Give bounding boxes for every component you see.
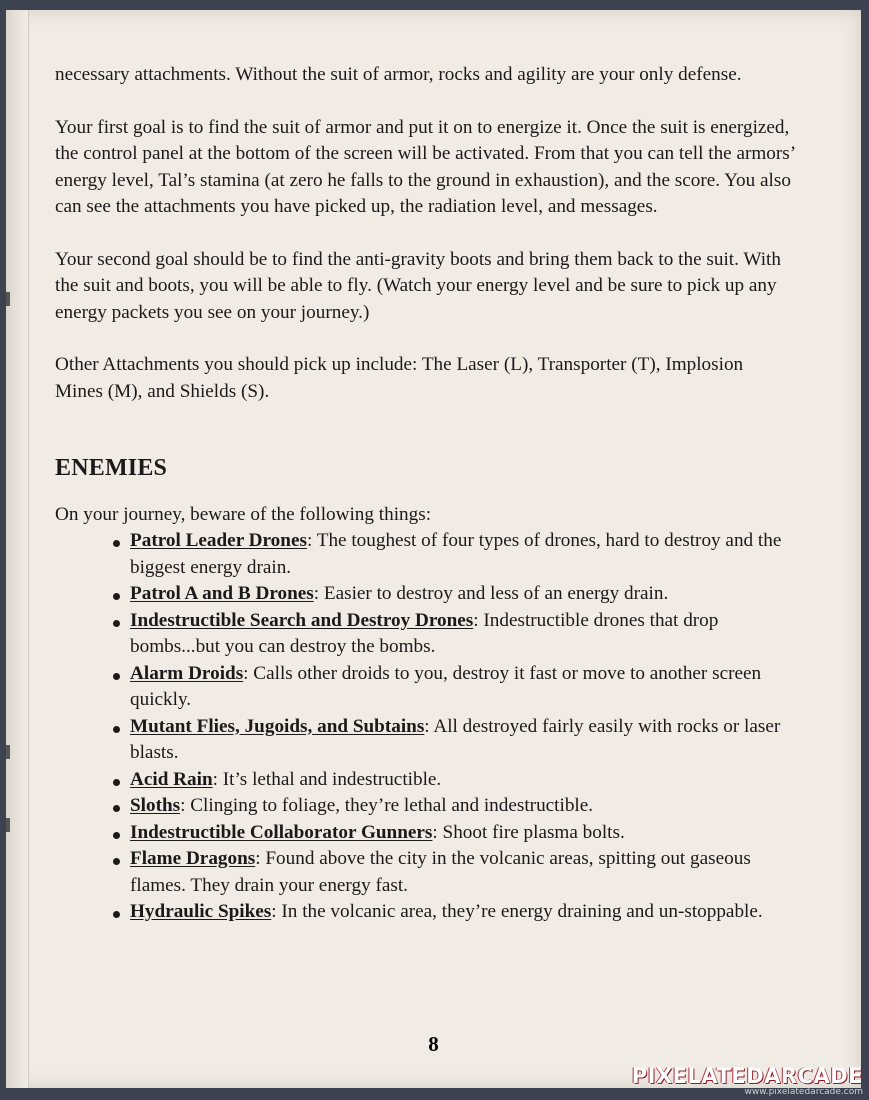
watermark-url: www.pixelatedarcade.com (744, 1087, 863, 1097)
bullet-icon (113, 858, 120, 865)
watermark (632, 1065, 863, 1098)
staple-mark (6, 745, 10, 759)
enemy-description: : Clinging to foliage, they’re lethal and indestructible. (180, 795, 594, 816)
enemy-name: Patrol Leader Drones (130, 530, 307, 551)
enemy-description: : Found above the city in the volcanic areas, spitting out gaseous flames. They drain your energy fast. (130, 848, 751, 896)
enemies-heading: ENEMIES (55, 455, 168, 481)
bullet-icon (113, 593, 120, 600)
enemy-name: Acid Rain (130, 768, 213, 790)
watermark-logo: PIXELATEDARCADE (631, 1064, 863, 1088)
enemy-description: : Shoot fire plasma bolts. (432, 821, 625, 843)
staple-mark (6, 292, 10, 306)
list-item (113, 581, 795, 608)
bullet-icon (113, 779, 120, 786)
list-item (113, 793, 795, 820)
enemy-description: : Easier to destroy and less of an energy drain. (313, 583, 669, 604)
intro-paragraph-1: necessary attachments. Without the suit of armor, rocks and agility are your only defense. (55, 64, 742, 85)
enemies-list (55, 528, 795, 926)
enemy-name: Indestructible Search and Destroy Drones (130, 609, 474, 631)
enemy-name: Hydraulic Spikes (130, 901, 272, 922)
intro-paragraph-4: Other Attachments you should pick up include: The Laser (L), Transporter (T), Implosion Mines (M), and Shields (S). (55, 354, 744, 402)
bullet-icon (113, 911, 120, 918)
bullet-icon (113, 726, 120, 733)
staple-mark (6, 818, 10, 832)
manual-page (6, 10, 861, 1088)
intro-paragraph-2: Your first goal is to find the suit of armor and put it on to energize it. Once the suit is energized, the control panel at the bottom of the screen will be activated. From that you can tell the armors’ energy level, Tal’s stamina (at zero he falls to the ground in exhaustion), and the score. You also can see the attachments you have picked up, the radiation level, and messages. (55, 116, 795, 217)
enemy-description: : Calls other droids to you, destroy it fast or move to another screen quickly. (130, 662, 762, 710)
bullet-icon (113, 673, 120, 680)
list-item (113, 661, 795, 714)
enemy-name: Mutant Flies, Jugoids, and Subtains (130, 715, 425, 737)
list-item (113, 899, 795, 926)
enemy-name: Indestructible Collaborator Gunners (130, 821, 433, 843)
bullet-icon (113, 540, 120, 547)
enemy-name: Sloths (130, 795, 181, 816)
enemies-intro: On your journey, beware of the following things: (55, 503, 432, 525)
enemy-name: Patrol A and B Drones (130, 583, 314, 604)
list-item (113, 767, 795, 794)
intro-paragraph-3: Your second goal should be to find the anti-gravity boots and bring them back to the suit. With the suit and boots, you will be able to fly. (Watch your energy level and be sure to pick up any energy packets you see on your journey.) (55, 248, 781, 323)
bullet-icon (113, 620, 120, 627)
list-item (113, 820, 795, 847)
enemy-description: : Indestructible drones that drop bombs...but you can destroy the bombs. (130, 609, 719, 657)
bullet-icon (113, 832, 120, 839)
enemy-description: : In the volcanic area, they’re energy draining and un-stoppable. (271, 901, 763, 922)
page-content (55, 62, 795, 926)
enemy-description: : It’s lethal and indestructible. (212, 768, 442, 790)
bullet-icon (113, 805, 120, 812)
page-spine (6, 10, 29, 1088)
list-item (113, 714, 795, 767)
list-item (113, 528, 795, 581)
list-item (113, 846, 795, 899)
page-number: 8 (428, 1032, 439, 1056)
enemy-name: Alarm Droids (130, 662, 244, 684)
enemy-description: : The toughest of four types of drones, hard to destroy and the biggest energy drain. (130, 530, 782, 578)
list-item (113, 608, 795, 661)
enemy-name: Flame Dragons (130, 848, 256, 869)
enemy-description: : All destroyed fairly easily with rocks or laser blasts. (130, 715, 781, 763)
